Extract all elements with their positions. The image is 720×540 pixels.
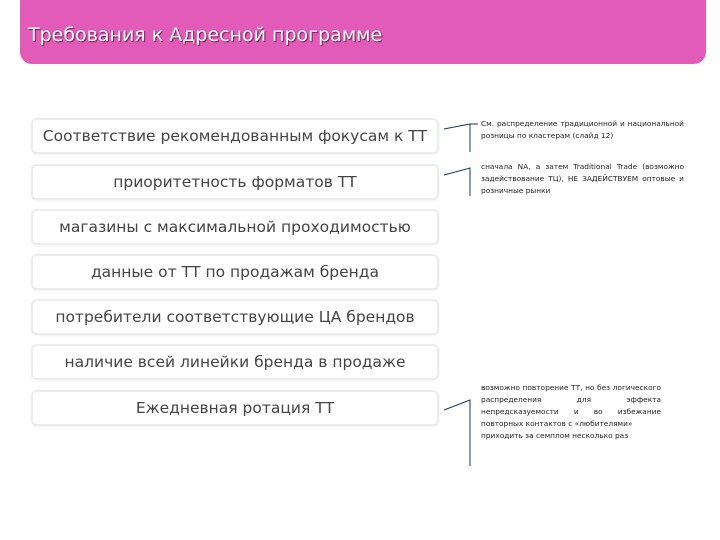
note-connector — [440, 160, 480, 200]
requirement-label: Соответствие рекомендованным фокусам к ТТ — [42, 127, 428, 145]
page-title: Требования к Адресной программе — [28, 24, 383, 46]
note-text: См. распределение традиционной и национальной розницы по кластерам (слайд 12) — [481, 119, 684, 140]
note-connector — [440, 116, 480, 156]
note-text-last-line: приходить за семплом несколько раз — [481, 431, 629, 440]
note-rotation — [481, 382, 661, 442]
note-text: сначала NA, а затем Traditional Trade (возможно задействование ТЦ), НЕ ЗАДЕЙСТВУЕМ оптовые и розничные рынки — [481, 162, 684, 195]
requirement-item — [31, 209, 439, 245]
requirement-label: приоритетность форматов ТТ — [113, 173, 357, 191]
requirement-label: наличие всей линейки бренда в продаже — [64, 353, 406, 371]
requirement-item — [31, 118, 439, 154]
title-banner — [20, 0, 706, 64]
requirement-item — [31, 299, 439, 335]
requirement-label: магазины с максимальной проходимостью — [59, 218, 411, 236]
requirement-item — [31, 390, 439, 426]
requirement-item — [31, 164, 439, 200]
note-text: возможно повторение ТТ, но без логического распределения для эффекта непредсказуемости и во избежание повторных контактов с «любителями» — [481, 383, 661, 428]
requirement-label: потребители соответствующие ЦА брендов — [55, 308, 415, 326]
requirement-item — [31, 344, 439, 380]
note-connector — [440, 380, 480, 470]
note-clusters — [481, 118, 684, 142]
requirement-item — [31, 254, 439, 290]
requirement-label: данные от ТТ по продажам бренда — [90, 263, 380, 281]
requirement-label: Ежедневная ротация ТТ — [135, 399, 335, 417]
note-formats — [481, 161, 684, 197]
